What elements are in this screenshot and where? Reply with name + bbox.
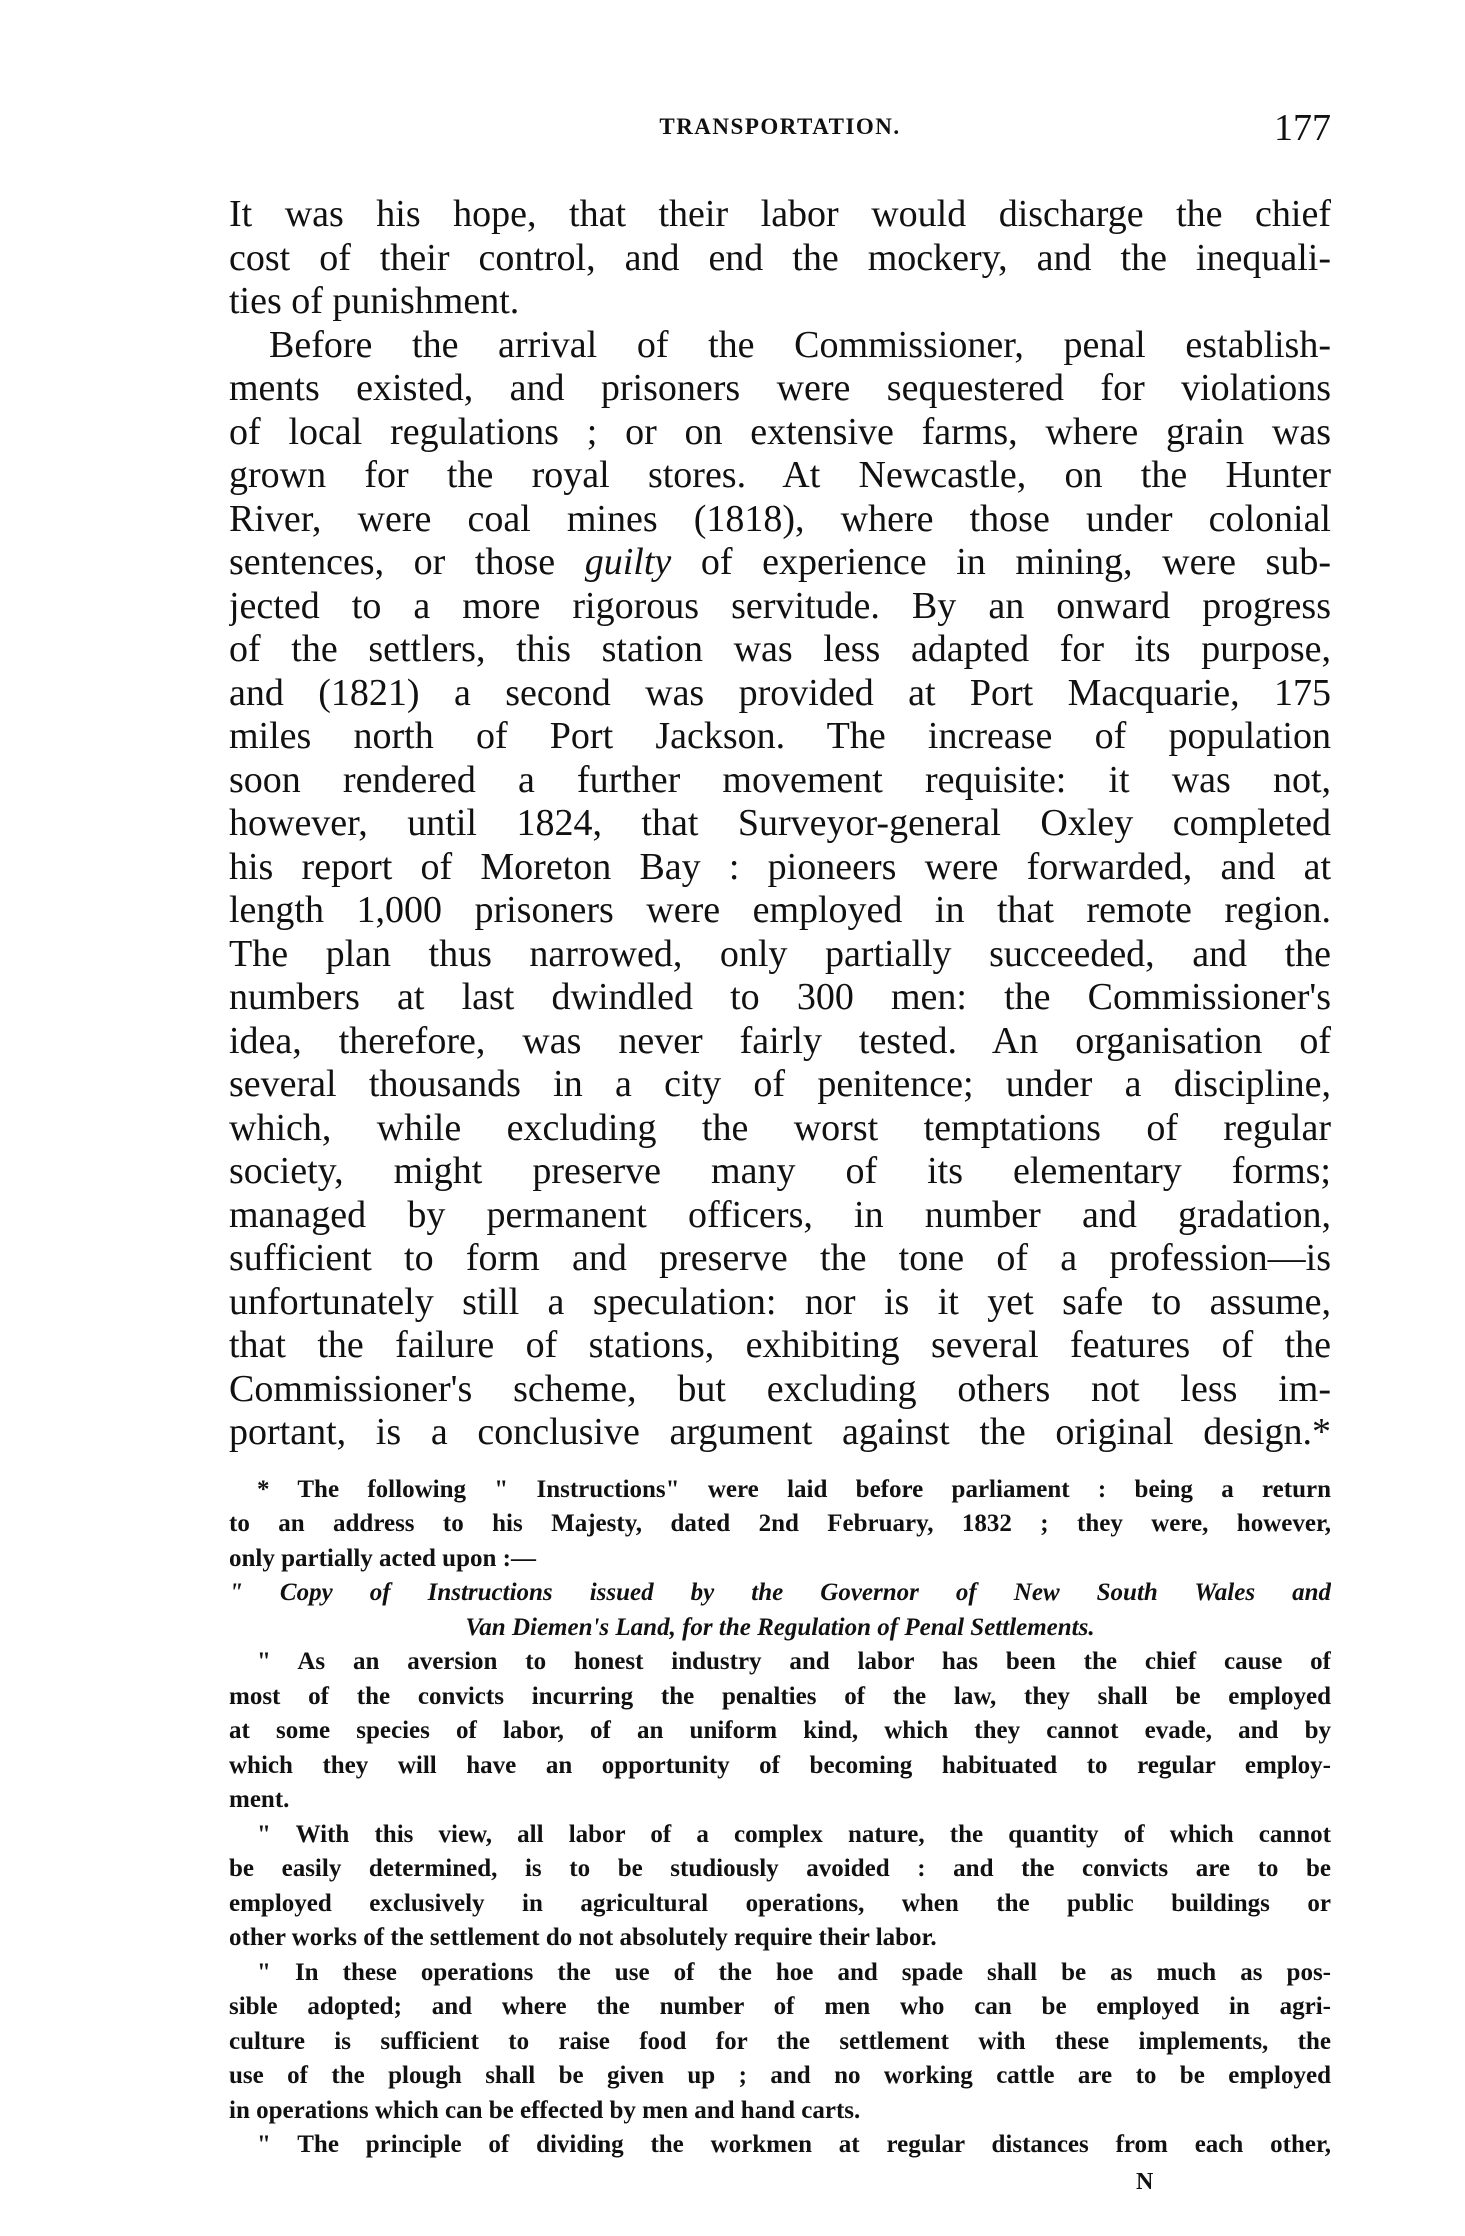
- footnote-line: employed exclusively in agricultural operations, when the public buildings or: [229, 1889, 1331, 1917]
- main-line: of the settlers, this station was less adapted for its purpose,: [229, 628, 1331, 670]
- main-line: that the failure of stations, exhibiting several features of the: [229, 1324, 1331, 1366]
- signature-mark: N: [1136, 2168, 1154, 2195]
- main-line: numbers at last dwindled to 300 men: the Commissioner's: [229, 976, 1331, 1018]
- main-line: Commissioner's scheme, but excluding others not less im-: [229, 1367, 1331, 1410]
- main-line: several thousands in a city of penitence; under a discipline,: [229, 1063, 1331, 1105]
- footnote-line: in operations which can be effected by men and hand carts.: [229, 2096, 861, 2124]
- main-line: grown for the royal stores. At Newcastle, on the Hunter: [229, 454, 1331, 496]
- footnote-line: to an address to his Majesty, dated 2nd February, 1832 ; they were, however,: [229, 1510, 1331, 1537]
- footnote-line: " The principle of dividing the workmen at regular distances from each other,: [257, 2131, 1331, 2158]
- footnote-line: most of the convicts incurring the penalties of the law, they shall be employed: [229, 1682, 1331, 1710]
- main-line: It was his hope, that their labor would discharge the chief: [229, 193, 1331, 235]
- footnote-line: use of the plough shall be given up ; and no working cattle are to be employed: [229, 2062, 1331, 2089]
- footnote-line: culture is sufficient to raise food for the settlement with these implements, the: [229, 2027, 1331, 2055]
- body-text: [229, 193, 1331, 1455]
- footnote: [229, 1473, 1331, 2163]
- footnote-line: other works of the settlement do not absolutely require their labor.: [229, 1924, 937, 1951]
- footnote-line: only partially acted upon :—: [229, 1544, 536, 1572]
- footnote-line: be easily determined, is to be studiously avoided : and the convicts are to be: [229, 1855, 1331, 1882]
- footnote-line: ment.: [229, 1786, 290, 1813]
- main-line: River, were coal mines (1818), where those under colonial: [229, 497, 1331, 540]
- text-segment: sentences, or those: [229, 541, 585, 583]
- footnote-line: at some species of labor, of an uniform kind, which they cannot evade, and by: [229, 1717, 1331, 1744]
- running-title: TRANSPORTATION.: [659, 114, 901, 139]
- main-line: ties of punishment.: [229, 280, 520, 322]
- main-line: which, while excluding the worst temptations of regular: [229, 1106, 1331, 1149]
- main-line: sufficient to form and preserve the tone of a profession—is: [229, 1237, 1331, 1279]
- main-line: managed by permanent officers, in number and gradation,: [229, 1193, 1331, 1236]
- main-line: cost of their control, and end the mockery, and the inequali-: [229, 236, 1331, 279]
- footnote-line: " As an aversion to honest industry and labor has been the chief cause of: [257, 1648, 1331, 1675]
- main-line: Before the arrival of the Commissioner, penal establish-: [269, 323, 1331, 366]
- main-line: of local regulations ; or on extensive farms, where grain was: [229, 410, 1331, 453]
- footnote-line: * The following " Instructions" were laid before parliament : being a return: [257, 1475, 1331, 1503]
- main-line: ments existed, and prisoners were sequestered for violations: [229, 367, 1331, 409]
- footnote-line: " Copy of Instructions issued by the Governor of New South Wales and: [229, 1579, 1331, 1606]
- footnote-line: Van Diemen's Land, for the Regulation of Penal Settlements.: [465, 1613, 1095, 1641]
- main-line: jected to a more rigorous servitude. By an onward progress: [229, 584, 1331, 627]
- main-line: unfortunately still a speculation: nor is it yet safe to assume,: [229, 1280, 1331, 1323]
- page-header: [229, 106, 1331, 150]
- main-line: portant, is a conclusive argument against the original design.*: [229, 1411, 1331, 1453]
- italic-text: guilty: [584, 541, 672, 583]
- main-line: soon rendered a further movement requisite: it was not,: [229, 758, 1331, 801]
- main-line: however, until 1824, that Surveyor-general Oxley completed: [229, 802, 1331, 844]
- main-line: society, might preserve many of its elementary forms;: [229, 1150, 1331, 1192]
- footnote-line: sible adopted; and where the number of men who can be employed in agri-: [229, 1993, 1331, 2020]
- main-line: The plan thus narrowed, only partially succeeded, and the: [229, 932, 1331, 975]
- main-line: miles north of Port Jackson. The increase of population: [229, 715, 1331, 757]
- footnote-line: " With this view, all labor of a complex nature, the quantity of which cannot: [257, 1820, 1331, 1848]
- main-line: length 1,000 prisoners were employed in that remote region.: [229, 889, 1331, 931]
- main-line: and (1821) a second was provided at Port Macquarie, 175: [229, 671, 1331, 714]
- main-line: [229, 541, 1331, 585]
- page-body: [229, 193, 1331, 2197]
- footnote-line: " In these operations the use of the hoe and spade shall be as much as pos-: [257, 1958, 1331, 1986]
- main-line: his report of Moreton Bay : pioneers were forwarded, and at: [229, 845, 1331, 888]
- main-line: idea, therefore, was never fairly tested. An organisation of: [229, 1019, 1331, 1062]
- footnote-line: which they will have an opportunity of becoming habituated to regular employ-: [229, 1751, 1331, 1779]
- text-segment: of experience in mining, were sub-: [671, 541, 1331, 583]
- page-number: 177: [1274, 107, 1331, 149]
